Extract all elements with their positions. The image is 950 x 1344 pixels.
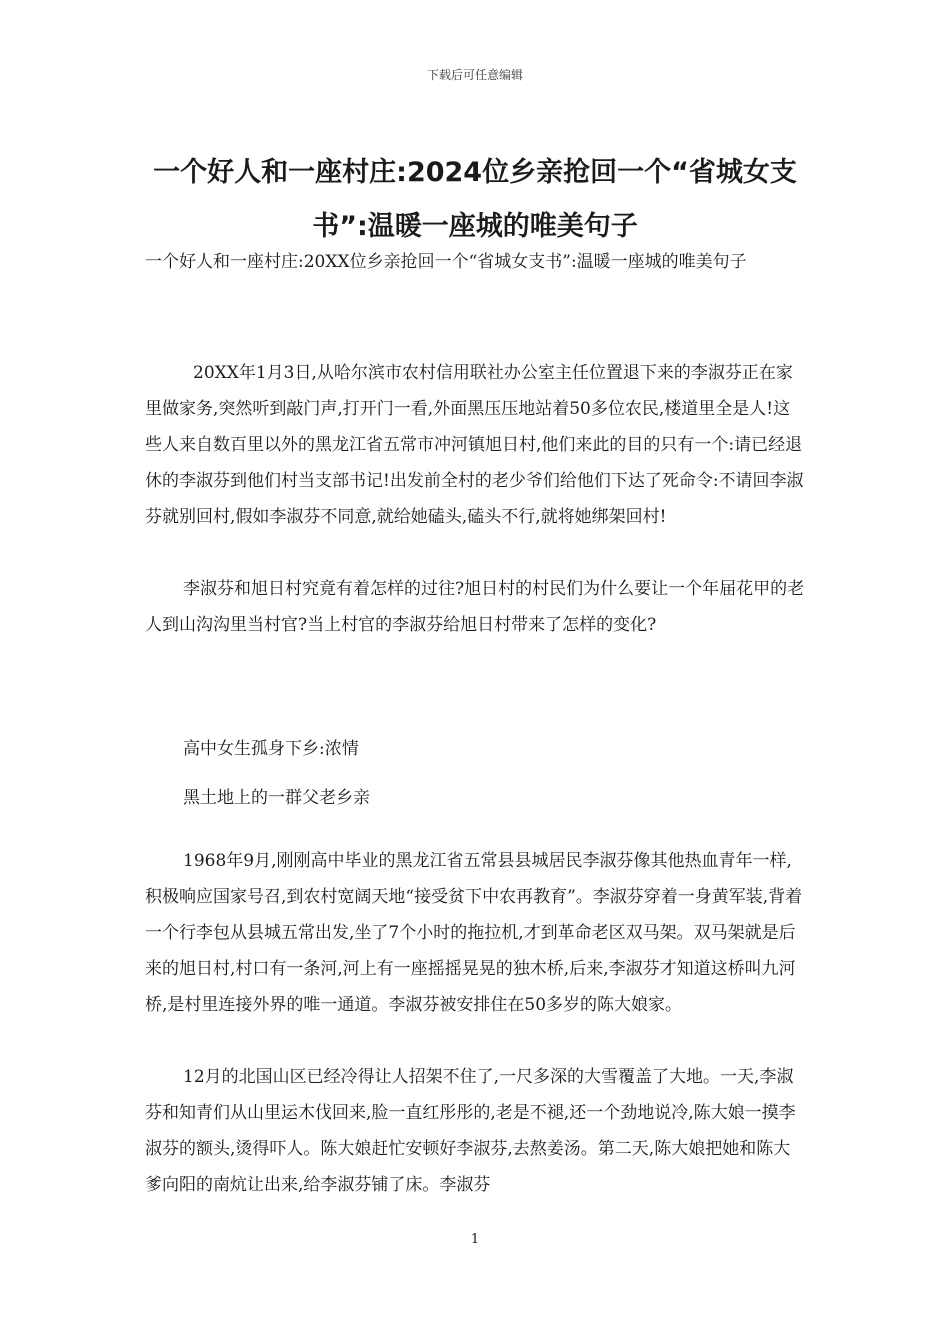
page-number: 1 xyxy=(470,1232,480,1247)
document-title: 一个好人和一座村庄:2024位乡亲抢回一个“省城女支书”:温暖一座城的唯美句子 xyxy=(153,157,797,242)
paragraph-questions: 李淑芬和旭日村究竟有着怎样的过往?旭日村的村民们为什么要让一个年届花甲的老人到山沟沟里当村官?当上村官的李淑芬给旭日村带来了怎样的变化? xyxy=(145,579,805,635)
paragraph-intro: 20XX年1月3日,从哈尔滨市农村信用联社办公室主任位置退下来的李淑芬正在家里做家务,突然听到敲门声,打开门一看,外面黑压压地站着50多位农民,楼道里全是人!这些人来自数百里以外的黑龙江省五常市冲河镇旭日村,他们来此的目的只有一个:请已经退休的李淑芬到他们村当支部书记!出发前全村的老少爷们给他们下达了死命令:不请回李淑芬就别回村,假如李淑芬不同意,就给她磕头,磕头不行,就将她绑架回村! xyxy=(145,363,804,527)
paragraph-december: 12月的北国山区已经冷得让人招架不住了,一尺多深的大雪覆盖了大地。一天,李淑芬和知青们从山里运木伐回来,脸一直红彤彤的,老是不褪,还一个劲地说冷,陈大娘一摸李淑芬的额头,烫得吓人。陈大娘赶忙安顿好李淑芬,去熬姜汤。第二天,陈大娘把她和陈大爹向阳的南炕让出来,给李淑芬铺了床。李淑芬 xyxy=(145,1067,796,1195)
paragraph-1968: 1968年9月,刚刚高中毕业的黑龙江省五常县县城居民李淑芬像其他热血青年一样,积极响应国家号召,到农村宽阔天地“接受贫下中农再教育”。李淑芬穿着一身黄军装,背着一个行李包从县城五常出发,坐了7个小时的拖拉机,才到革命老区双马架。双马架就是后来的旭日村,村口有一条河,河上有一座摇摇晃晃的独木桥,后来,李淑芬才知道这桥叫九河桥,是村里连接外界的唯一通道。李淑芬被安排住在50多岁的陈大娘家。 xyxy=(145,851,803,1015)
section-heading-line-2: 黑土地上的一群父老乡亲 xyxy=(183,788,370,808)
header-note: 下载后可任意编辑 xyxy=(426,68,523,82)
subtitle-paragraph: 一个好人和一座村庄:20XX位乡亲抢回一个“省城女支书”:温暖一座城的唯美句子 xyxy=(145,252,747,272)
section-heading-line-1: 高中女生孤身下乡:浓情 xyxy=(183,739,359,759)
